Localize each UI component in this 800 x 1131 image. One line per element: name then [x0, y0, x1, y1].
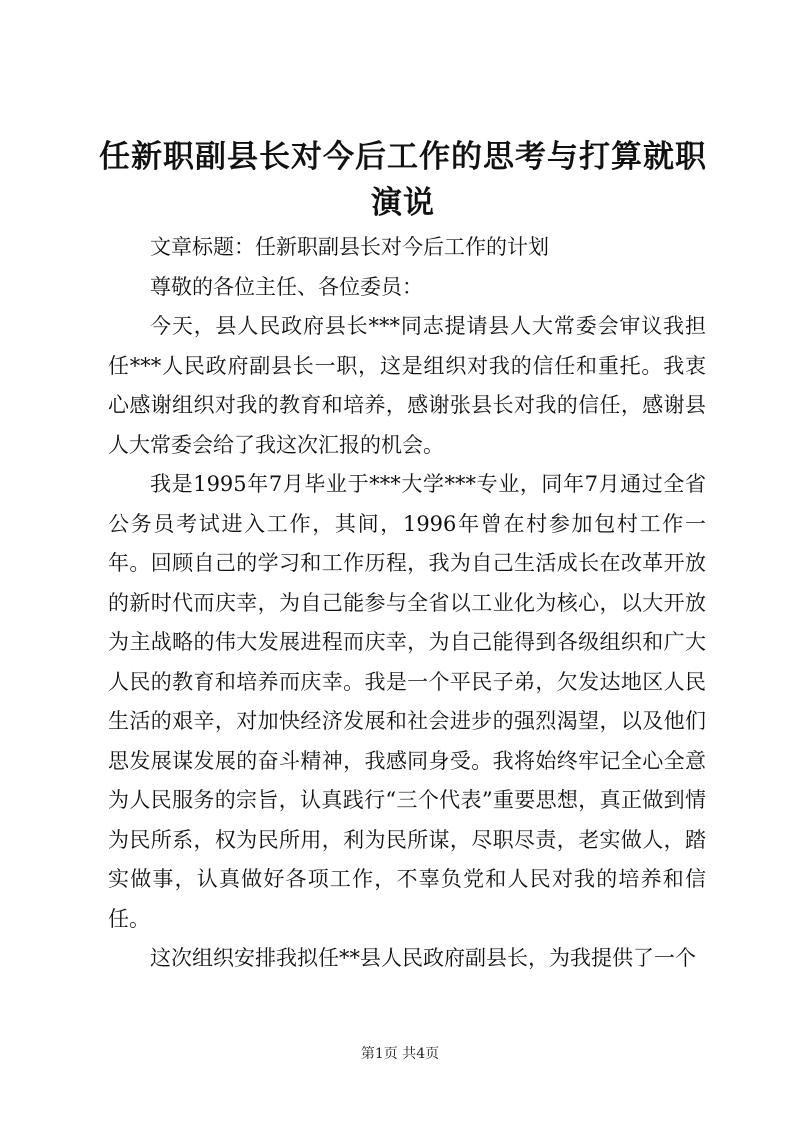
paragraph: 这次组织安排我拟任**县人民政府副县长，为我提供了一个 — [150, 946, 696, 970]
paragraph: 我是1995年7月毕业于***大学***专业，同年7月通过全省公务员考试进入工作，其间，1996年曾在村参加包村工作一年。回顾自己的学习和工作历程，我为自己生活成长在改革开放的新时代而庆幸，为自己能参与全省以工业化为核心，以大开放为主战略的伟大发展进程而庆幸，为自己能得到各级组织和广大人民的教育和培养而庆幸。我是一个平民子弟，欠发达地区人民生活的艰辛，对加快经济发展和社会进步的强烈渴望，以及他们思发展谋发展的奋斗精神，我感同身受。我将始终牢记全心全意为人民服务的宗旨，认真践行“三个代表”重要思想，真正做到情为民所系，权为民所用，利为民所谋，尽职尽责，老实做人，踏实做事，认真做好各项工作，不辜负党和人民对我的培养和信任。 — [108, 472, 706, 931]
paragraph-salutation: 尊敬的各位主任、各位委员： — [150, 274, 423, 299]
document-title: 任新职副县长对今后工作的思考与打算就职演说 — [99, 139, 707, 221]
document-body — [108, 228, 706, 979]
paragraph: 今天，县人民政府县长***同志提请县人大常委会审议我担任***人民政府副县长一职，这是组织对我的信任和重托。我衷心感谢组织对我的教育和培养，感谢张县长对我的信任，感谢县人大常委会给了我这次汇报的机会。 — [108, 314, 706, 457]
page-number: 第1页 共4页 — [360, 1046, 440, 1062]
paragraph-article-title: 文章标题：任新职副县长对今后工作的计划 — [150, 235, 549, 259]
